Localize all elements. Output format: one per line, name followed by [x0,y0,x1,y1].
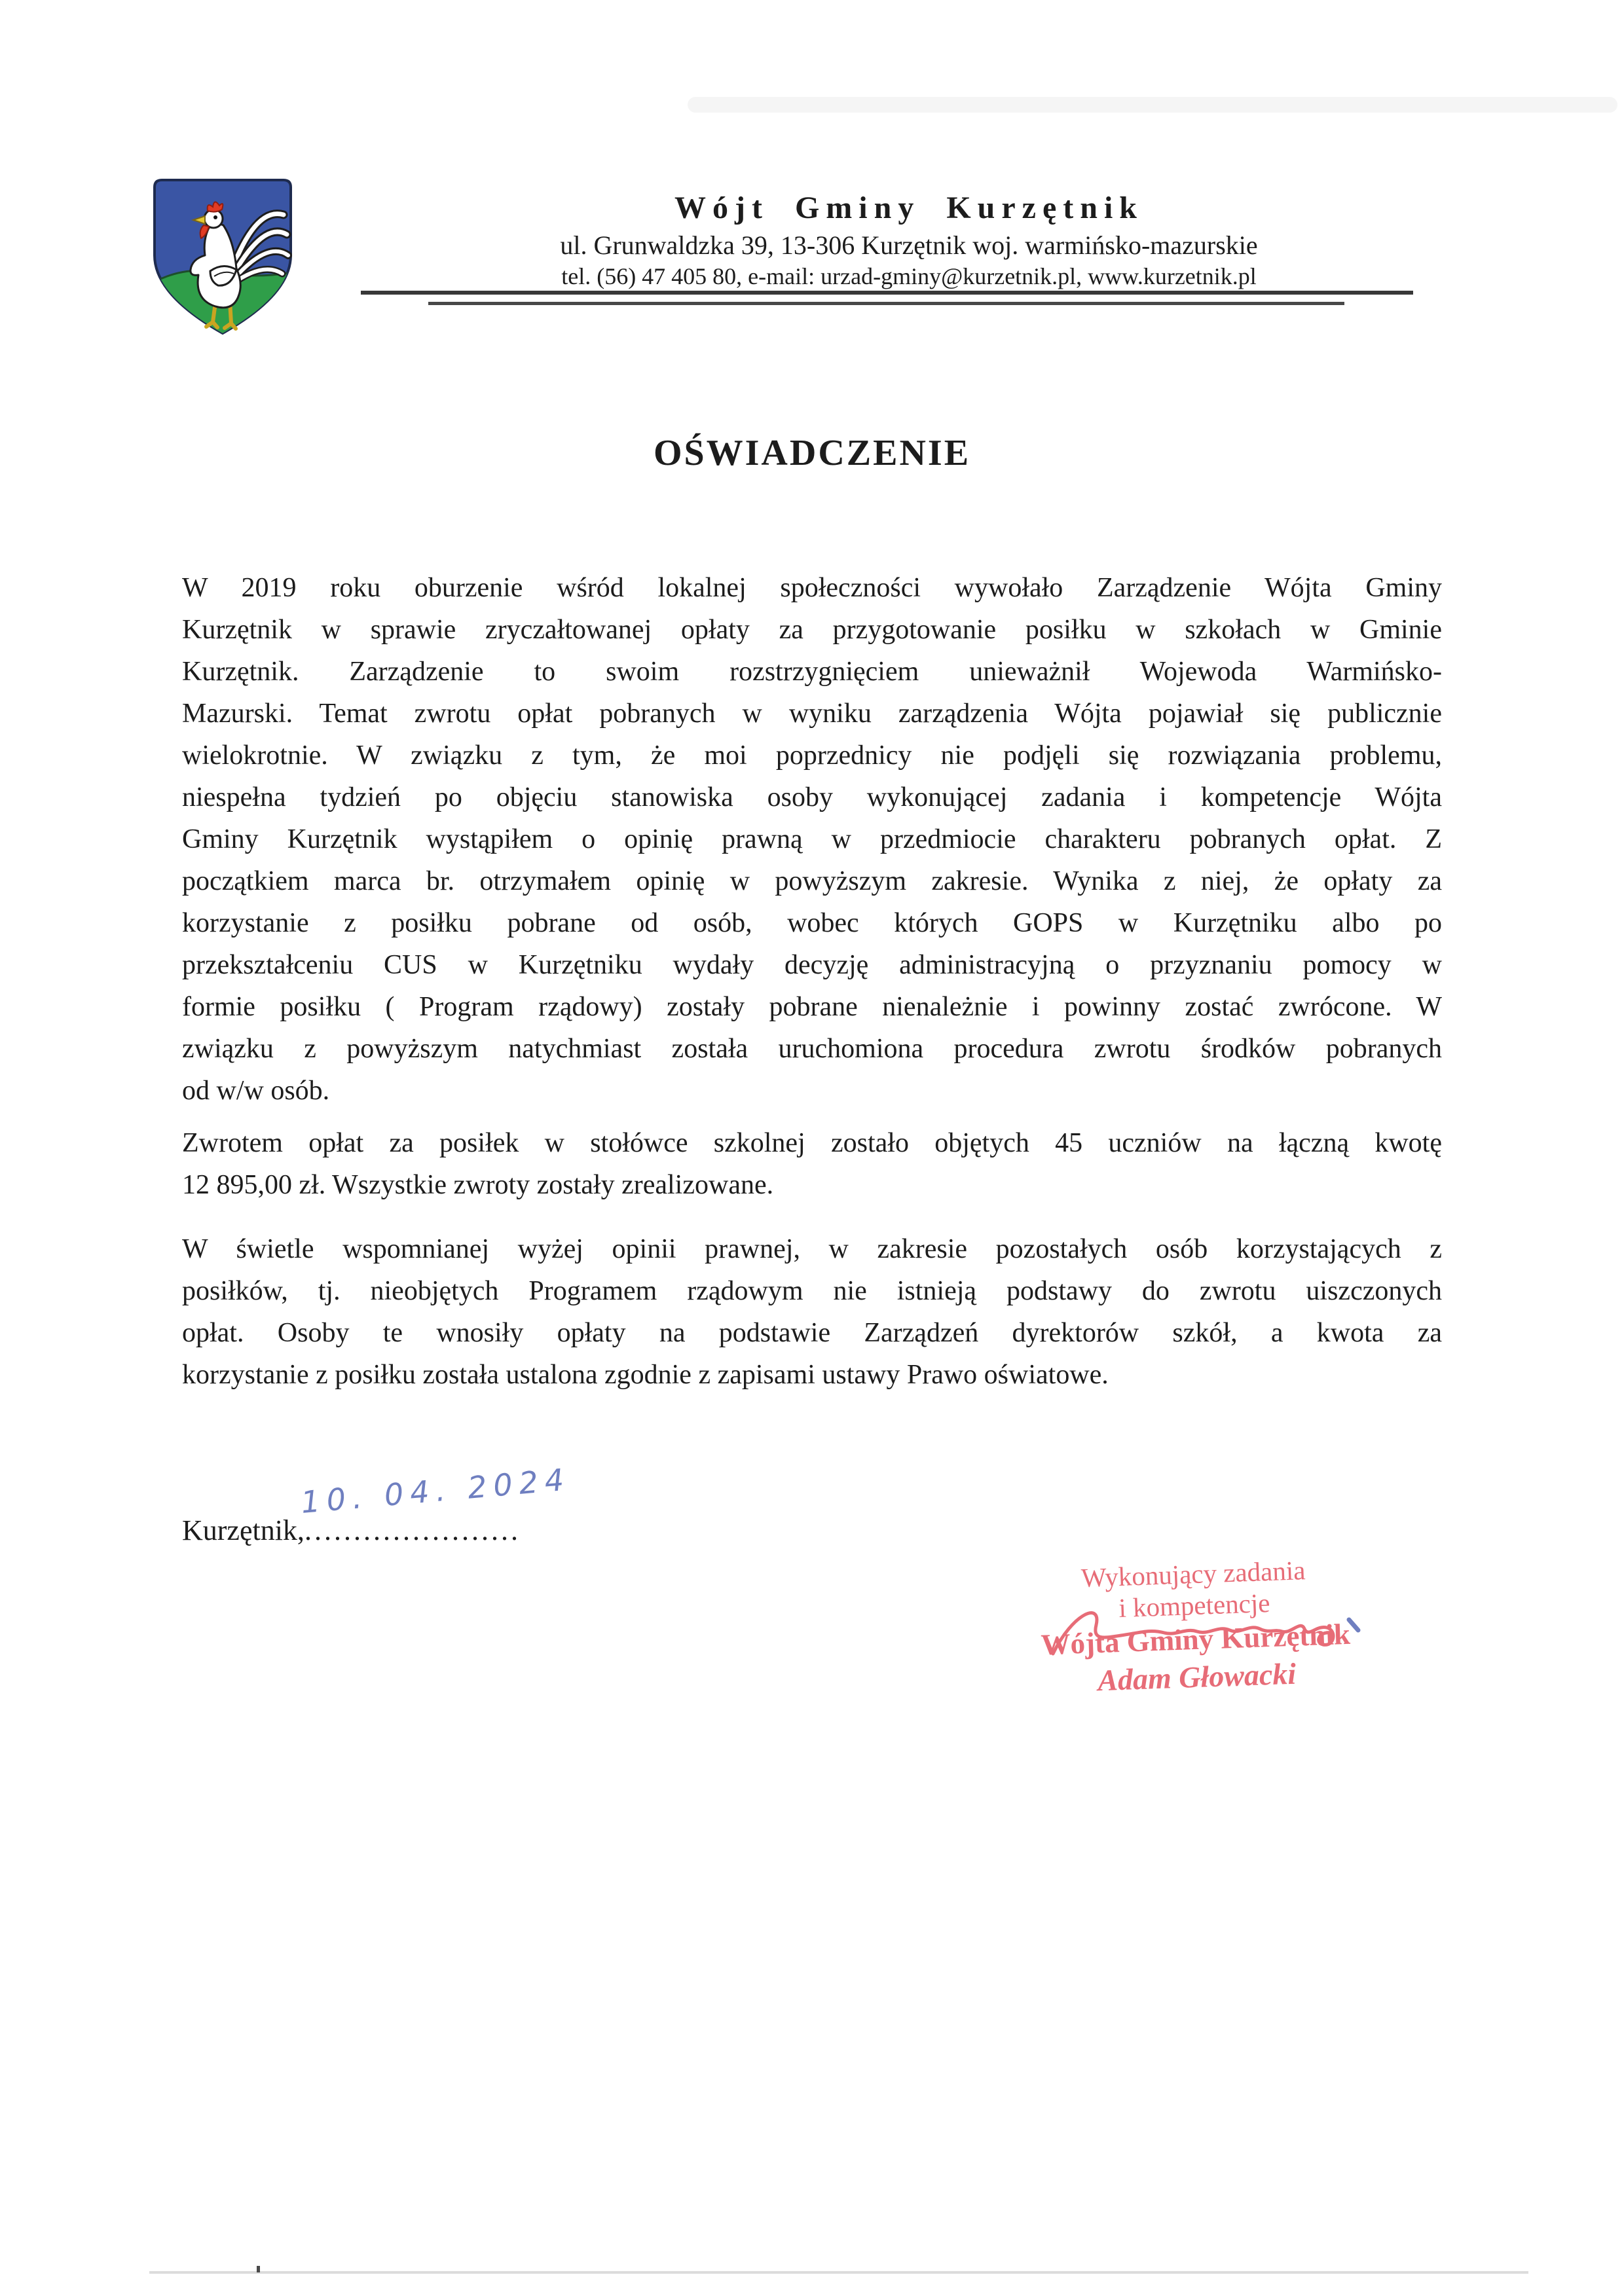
body-line: Zwrotem opłat za posiłek w stołówce szkolnej zostało objętych 45 uczniów na łączną kwotę [182,1128,1442,1158]
stamp-signer-name: Adam Głowacki [1097,1656,1297,1698]
body-line: Gminy Kurzętnik wystąpiłem o opinię prawną w przedmiocie charakteru pobranych opłat. Z [182,824,1442,854]
body-line: niespełna tydzień po objęciu stanowiska osoby wykonującej zadania i kompetencje Wójta [182,782,1442,812]
handwritten-signature-icon [1041,1591,1369,1683]
letterhead-address: ul. Grunwaldzka 39, 13-306 Kurzętnik woj. warmińsko-mazurskie [560,230,1258,260]
body-line: od w/w osób. [182,1076,330,1106]
body-line: posiłków, tj. nieobjętych Programem rządowym nie istnieją podstawy do zwrotu uiszczonych [182,1276,1442,1306]
body-line: przekształceniu CUS w Kurzętniku wydały decyzję administracyjną o przyznaniu pomocy w [182,950,1442,980]
scan-artifact-smudge [688,97,1617,113]
body-line: początkiem marca br. otrzymałem opinię w powyższym zakresie. Wynika z niej, że opłaty za [182,866,1442,896]
body-line: wielokrotnie. W związku z tym, że moi poprzednicy nie podjęli się rozwiązania problemu, [182,740,1442,771]
body-line: Kurzętnik. Zarządzenie to swoim rozstrzygnięciem unieważnił Wojewoda Warmińsko- [182,657,1442,687]
place-label: Kurzętnik, [182,1514,304,1546]
letterhead-title: Wójt Gminy Kurzętnik [674,191,1143,225]
document-title: OŚWIADCZENIE [653,433,971,473]
body-line: korzystanie z posiłku została ustalona zgodnie z zapisami ustawy Prawo oświatowe. [182,1360,1109,1390]
scan-artifact-bottom-line [149,2271,1528,2274]
body-line: Kurzętnik w sprawie zryczałtowanej opłaty za przygotowanie posiłku w szkołach w Gminie [182,615,1442,645]
coat-of-arms-rooster-icon [153,178,293,335]
place-date-line [182,1511,1442,1550]
body-line: korzystanie z posiłku pobrane od osób, wobec których GOPS w Kurzętniku albo po [182,908,1442,938]
body-line: związku z powyższym natychmiast została uruchomiona procedura zwrotu środków pobranych [182,1034,1442,1064]
body-line: W świetle wspomnianej wyżej opinii prawnej, w zakresie pozostałych osób korzystających z [182,1234,1442,1264]
header-rule-bottom [428,302,1344,305]
paragraph-3 [182,1228,1442,1396]
body-line: W 2019 roku oburzenie wśród lokalnej społeczności wywołało Zarządzenie Wójta Gminy [182,573,1442,603]
body-line: 12 895,00 zł. Wszystkie zwroty zostały zrealizowane. [182,1170,774,1200]
letterhead [347,190,1471,291]
date-dotted-line: ...................... [304,1514,521,1546]
handwritten-date: 10. 04. 2024 [299,1461,572,1520]
stamp-line: Wójta Gminy Kurzętnik [1040,1617,1351,1662]
paragraph-2 [182,1122,1442,1206]
body-line: Mazurski. Temat zwrotu opłat pobranych w wyniku zarządzenia Wójta pojawiał się publicznie [182,699,1442,729]
letterhead-contact: tel. (56) 47 405 80, e-mail: urzad-gminy@kurzetnik.pl, www.kurzetnik.pl [561,263,1257,289]
stamp-line: i kompetencje [1118,1588,1271,1624]
scan-artifact-dot [257,2266,260,2272]
paragraph-1 [182,567,1442,1112]
header-rule-top [361,291,1413,295]
body-line: opłat. Osoby te wnosiły opłaty na podstawie Zarządzeń dyrektorów szkół, a kwota za [182,1318,1442,1348]
body-line: formie posiłku ( Program rządowy) zostały pobrane nienależnie i powinny zostać zwrócone. W [182,992,1442,1022]
stamp-line: Wykonujący zadania [1080,1555,1306,1594]
letter-body [182,431,1442,1550]
